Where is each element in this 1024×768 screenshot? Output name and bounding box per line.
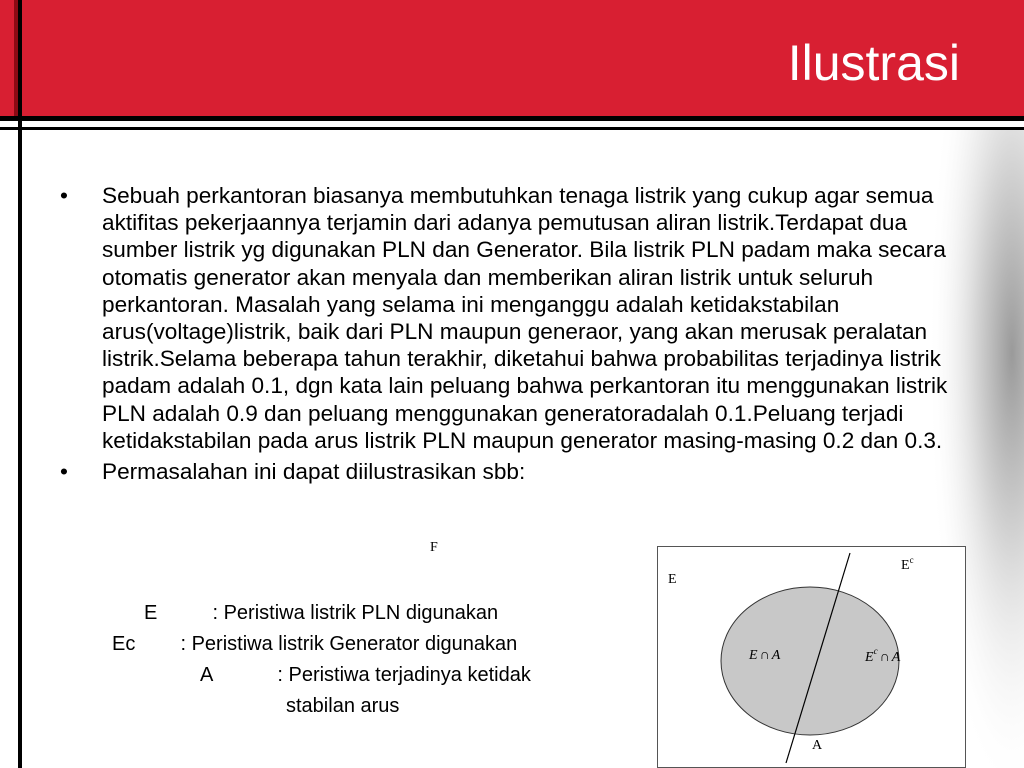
legend-description: : Peristiwa listrik PLN digunakan [212, 602, 499, 624]
legend-description: : Peristiwa terjadinya ketidak [277, 664, 531, 686]
legend-symbol: E [144, 602, 158, 624]
title-divider [0, 116, 1024, 121]
bullet-text: Sebuah perkantoran biasanya membutuhkan tenaga listrik yang cukup agar semua aktifitas pekerjaannya terjamin dari adanya pemutusan aliran listrik.Terdapat dua sumber listrik yg digunakan PLN dan Generator. Bila listrik PLN padam maka secara otomatis generator akan menyala dan memberikan aliran listrik untuk seluruh perkantoran. Masalah yang selama ini menganggu adalah ketidakstabilan arus(voltage)listrik, baik dari PLN maupun generaor, yang akan merusak peralatan listrik.Selama beberapa tahun terakhir, diketahui bahwa probabilitas terjadinya listrik padam adalah 0.1, dgn kata lain peluang bahwa perkantoran itu menggunakan listrik PLN adalah 0.9 dan peluang menggunakan generatoradalah 0.1.Peluang terjadi ketidakstabilan pada arus listrik PLN maupun generator masing-masing 0.2 dan 0.3. [102, 183, 948, 453]
bullet-text: Permasalahan ini dapat diilustrasikan sbb: [102, 459, 526, 485]
legend-row [112, 629, 517, 660]
legend-description: : Peristiwa listrik Generator digunakan [180, 633, 518, 655]
bullet-marker: • [60, 459, 68, 485]
venn-diagram-svg [658, 547, 967, 768]
venn-diagram [657, 546, 966, 768]
title-divider-secondary [0, 127, 1024, 130]
left-border-rule [18, 0, 22, 768]
text-cursor-glyph: F [430, 540, 438, 555]
legend-row [200, 660, 531, 691]
slide-title: Ilustrasi [787, 35, 960, 91]
bullet-marker: • [60, 183, 68, 208]
bullet-item [60, 182, 980, 454]
legend-row [144, 598, 498, 629]
bullet-list [60, 182, 980, 485]
label-ec: $E^c$ [901, 555, 914, 573]
region-ec-and-a: $E^c$ ∩ A [865, 646, 901, 665]
label-e: E [668, 572, 677, 587]
bullet-item [60, 458, 980, 485]
region-e-and-a: E ∩ A [749, 648, 781, 663]
legend-row [286, 691, 399, 722]
legend-symbol: Ec [112, 633, 136, 655]
legend-symbol: A [200, 664, 213, 686]
label-a: A [812, 738, 823, 753]
legend-continuation: stabilan arus [286, 695, 400, 717]
